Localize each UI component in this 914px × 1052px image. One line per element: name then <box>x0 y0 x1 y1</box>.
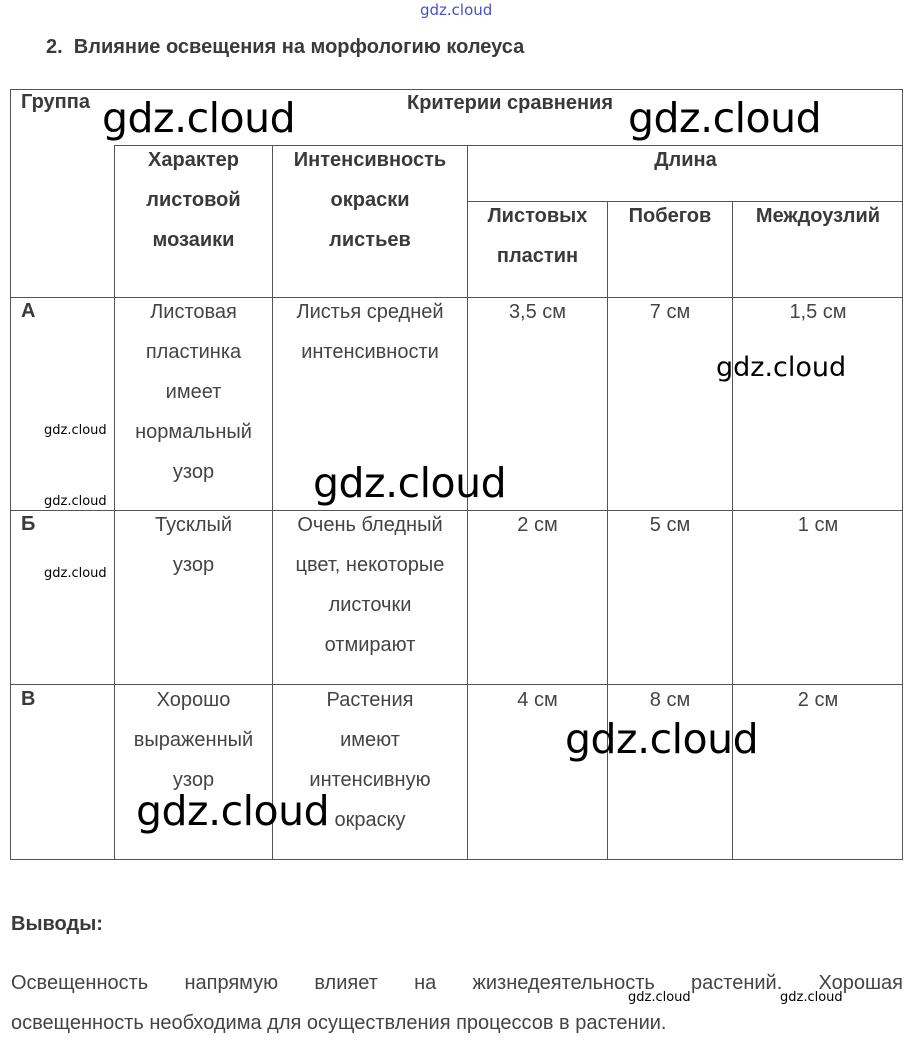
internodes-header: Междоузлий <box>755 205 881 227</box>
conclusions-label: Выводы: <box>11 913 103 935</box>
conclusions-line-1: Освещенность напрямую влияет на жизнедеятельность растений. Хорошая <box>11 972 903 994</box>
row-b-intensity: Очень бледный цвет, некоторые листочки отмирают <box>295 514 445 656</box>
row-a-leaf: 3,5 см <box>508 301 567 323</box>
row-c-leaf: 4 см <box>517 689 558 711</box>
row-a-shoots: 7 см <box>649 301 691 323</box>
watermark: gdz.cloud <box>716 352 847 383</box>
page-title: 2. Влияние освещения на морфологию колеуса <box>46 36 525 58</box>
row-b-mosaic: Тусклый узор <box>154 514 233 576</box>
watermark: gdz.cloud <box>136 787 330 835</box>
row-a-group: А <box>21 300 36 322</box>
watermark: gdz.cloud <box>44 566 107 581</box>
row-b-group: Б <box>21 513 36 535</box>
row-c-mosaic: Хорошо выраженный узор <box>133 689 254 791</box>
watermark: gdz.cloud <box>628 94 822 142</box>
row-c-intensity: Растения имеют интенсивную окраску <box>309 689 431 831</box>
row-b-shoots: 5 см <box>649 514 691 536</box>
conclusions-line-2: освещенность необходима для осуществления процессов в растении. <box>11 1012 667 1034</box>
row-a-internodes: 1,5 см <box>789 301 847 323</box>
row-c-internodes: 2 см <box>797 689 839 711</box>
length-header: Длина <box>654 149 717 171</box>
watermark: gdz.cloud <box>780 990 843 1005</box>
row-b-internodes: 1 см <box>797 514 839 536</box>
shoots-header: Побегов <box>628 205 712 227</box>
watermark: gdz.cloud <box>102 94 296 142</box>
intensity-header: Интенсивность окраски листьев <box>293 149 447 251</box>
row-c-group: В <box>21 688 36 710</box>
leaf-header: Листовых пластин <box>487 205 588 267</box>
watermark: gdz.cloud <box>44 423 107 438</box>
watermark: gdz.cloud <box>565 715 759 763</box>
criteria-header: Критерии сравнения <box>406 92 613 114</box>
watermark-top: gdz.cloud <box>420 1 493 19</box>
mosaic-header: Характер листовой мозаики <box>146 149 241 251</box>
row-a-mosaic: Листовая пластинка имеет нормальный узор <box>135 301 252 483</box>
watermark: gdz.cloud <box>44 494 107 509</box>
row-a-intensity: Листья средней интенсивности <box>296 301 444 363</box>
watermark: gdz.cloud <box>313 459 507 507</box>
group-header: Группа <box>21 91 90 113</box>
watermark: gdz.cloud <box>628 990 691 1005</box>
row-c-shoots: 8 см <box>649 689 691 711</box>
row-b-leaf: 2 см <box>517 514 558 536</box>
